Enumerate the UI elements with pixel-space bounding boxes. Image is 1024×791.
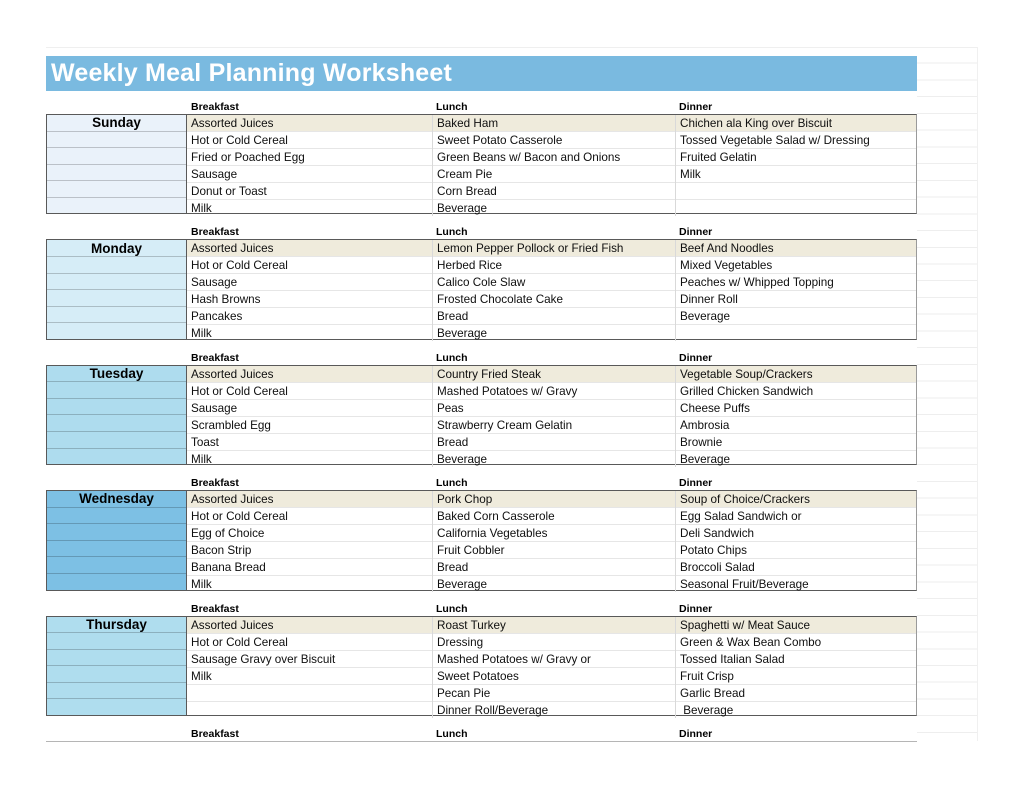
- meal-item-cell: Beverage: [676, 450, 916, 467]
- meal-item-cell: Peas: [433, 399, 675, 416]
- meal-item-cell: Assorted Juices: [187, 491, 432, 507]
- meal-item-cell: Country Fried Steak: [433, 366, 675, 382]
- meal-item-cell: Scrambled Egg: [187, 416, 432, 433]
- meal-item-cell: Spaghetti w/ Meat Sauce: [676, 617, 916, 633]
- day-name-column: [46, 616, 187, 716]
- meal-header-row: [46, 351, 917, 365]
- day-grid: [46, 365, 917, 465]
- meal-item-cell: Vegetable Soup/Crackers: [676, 366, 916, 382]
- meal-item-cell: Fruited Gelatin: [676, 148, 916, 165]
- spreadsheet-empty-column: [917, 47, 978, 741]
- meal-item-cell: Egg Salad Sandwich or: [676, 507, 916, 524]
- day-block: [46, 225, 917, 339]
- meal-item-cell: [187, 701, 432, 718]
- page-title: Weekly Meal Planning Worksheet: [51, 59, 453, 87]
- title-banner: [46, 56, 917, 91]
- meal-item-cell: Bacon Strip: [187, 541, 432, 558]
- meal-item-cell: Sweet Potato Casserole: [433, 131, 675, 148]
- meal-item-cell: Fried or Poached Egg: [187, 148, 432, 165]
- meal-item-cell: Green & Wax Bean Combo: [676, 633, 916, 650]
- breakfast-column: [187, 240, 432, 341]
- meal-item-cell: Deli Sandwich: [676, 524, 916, 541]
- meal-item-cell: Milk: [187, 450, 432, 467]
- meal-item-cell: Bread: [433, 558, 675, 575]
- dinner-header: Dinner: [679, 101, 713, 113]
- day-row: [47, 523, 186, 540]
- meal-item-cell: Hot or Cold Cereal: [187, 633, 432, 650]
- day-row: [47, 381, 186, 398]
- meal-item-cell: Milk: [676, 165, 916, 182]
- day-row: [47, 665, 186, 682]
- meal-item-cell: Pork Chop: [433, 491, 675, 507]
- day-row: [47, 289, 186, 306]
- breakfast-column: [187, 617, 432, 718]
- day-name-column: [46, 365, 187, 465]
- meal-item-cell: Donut or Toast: [187, 182, 432, 199]
- day-name-cell: Tuesday: [89, 366, 144, 382]
- meal-item-cell: Calico Cole Slaw: [433, 273, 675, 290]
- meal-item-cell: Seasonal Fruit/Beverage: [676, 575, 916, 592]
- meal-item-cell: Fruit Crisp: [676, 667, 916, 684]
- meal-item-cell: Milk: [187, 575, 432, 592]
- meal-item-cell: Mixed Vegetables: [676, 256, 916, 273]
- day-row: [47, 448, 186, 465]
- dinner-header: Dinner: [679, 477, 713, 490]
- meal-item-cell: [676, 182, 916, 199]
- next-day-partial-block: [46, 727, 917, 742]
- day-row: [47, 632, 186, 649]
- meal-item-cell: Bread: [433, 307, 675, 324]
- meal-item-cell: Corn Bread: [433, 182, 675, 199]
- spreadsheet-gridline: [46, 47, 977, 48]
- meal-item-cell: Toast: [187, 433, 432, 450]
- breakfast-header: Breakfast: [191, 101, 239, 113]
- lunch-column: [432, 115, 675, 216]
- meal-header-row: [46, 602, 917, 616]
- meals-grid: [187, 239, 917, 339]
- meal-item-cell: Garlic Bread: [676, 684, 916, 701]
- day-row: [47, 573, 186, 590]
- dinner-column: [675, 617, 916, 718]
- day-grid: [46, 114, 917, 214]
- meal-item-cell: Sausage: [187, 165, 432, 182]
- meal-item-cell: Strawberry Cream Gelatin: [433, 416, 675, 433]
- dinner-header: Dinner: [679, 602, 713, 615]
- meal-item-cell: Beverage: [433, 575, 675, 592]
- day-name-column: [46, 114, 187, 214]
- meals-grid: [187, 365, 917, 465]
- meal-item-cell: Hot or Cold Cereal: [187, 507, 432, 524]
- day-row: [47, 180, 186, 197]
- day-name-cell: Sunday: [92, 115, 141, 131]
- lunch-column: [432, 366, 675, 467]
- meal-item-cell: [676, 199, 916, 216]
- meal-item-cell: Sweet Potatoes: [433, 667, 675, 684]
- meal-item-cell: Ambrosia: [676, 416, 916, 433]
- breakfast-column: [187, 491, 432, 592]
- lunch-column: [432, 491, 675, 592]
- day-row: [47, 256, 186, 273]
- breakfast-column: [187, 366, 432, 467]
- meals-grid: [187, 114, 917, 214]
- meal-item-cell: Grilled Chicken Sandwich: [676, 382, 916, 399]
- meal-header-row: [46, 727, 917, 742]
- day-grid: [46, 490, 917, 590]
- day-name-column: [46, 239, 187, 339]
- meal-item-cell: Dinner Roll/Beverage: [433, 701, 675, 718]
- meal-item-cell: California Vegetables: [433, 524, 675, 541]
- meal-item-cell: Hash Browns: [187, 290, 432, 307]
- meal-item-cell: [676, 324, 916, 341]
- day-row: [47, 164, 186, 181]
- day-row: [47, 306, 186, 323]
- day-row: [47, 431, 186, 448]
- meal-item-cell: Pancakes: [187, 307, 432, 324]
- breakfast-header: Breakfast: [191, 351, 239, 364]
- day-block: [46, 351, 917, 465]
- meal-item-cell: [187, 684, 432, 701]
- meal-item-cell: Baked Ham: [433, 115, 675, 131]
- meal-item-cell: Beverage: [433, 450, 675, 467]
- day-name-column: [46, 490, 187, 590]
- meal-item-cell: Assorted Juices: [187, 617, 432, 633]
- meal-item-cell: Potato Chips: [676, 541, 916, 558]
- meal-item-cell: Bread: [433, 433, 675, 450]
- day-row: [47, 414, 186, 431]
- meal-item-cell: Milk: [187, 199, 432, 216]
- meal-item-cell: Assorted Juices: [187, 240, 432, 256]
- meal-item-cell: Sausage: [187, 399, 432, 416]
- lunch-header: Lunch: [436, 728, 468, 740]
- lunch-header: Lunch: [436, 101, 468, 113]
- meal-item-cell: Herbed Rice: [433, 256, 675, 273]
- meal-item-cell: Banana Bread: [187, 558, 432, 575]
- day-row: [47, 322, 186, 339]
- lunch-header: Lunch: [436, 226, 468, 239]
- meal-item-cell: Assorted Juices: [187, 115, 432, 131]
- meal-header-row: [46, 100, 917, 114]
- meal-item-cell: Tossed Vegetable Salad w/ Dressing: [676, 131, 916, 148]
- day-block: [46, 100, 917, 214]
- day-row: [47, 649, 186, 666]
- meal-header-row: [46, 225, 917, 239]
- day-row: [47, 131, 186, 148]
- lunch-header: Lunch: [436, 477, 468, 490]
- dinner-column: [675, 491, 916, 592]
- dinner-column: [675, 366, 916, 467]
- day-row: [47, 147, 186, 164]
- meal-item-cell: Milk: [187, 324, 432, 341]
- day-row: [47, 540, 186, 557]
- meal-item-cell: Beef And Noodles: [676, 240, 916, 256]
- meal-item-cell: Sausage Gravy over Biscuit: [187, 650, 432, 667]
- meal-item-cell: Brownie: [676, 433, 916, 450]
- meal-item-cell: Cheese Puffs: [676, 399, 916, 416]
- meal-item-cell: Soup of Choice/Crackers: [676, 491, 916, 507]
- meal-item-cell: Beverage: [676, 307, 916, 324]
- lunch-header: Lunch: [436, 351, 468, 364]
- meal-item-cell: Frosted Chocolate Cake: [433, 290, 675, 307]
- meal-item-cell: Mashed Potatoes w/ Gravy or: [433, 650, 675, 667]
- day-row: [47, 273, 186, 290]
- breakfast-header: Breakfast: [191, 226, 239, 239]
- dinner-header: Dinner: [679, 351, 713, 364]
- meal-item-cell: Milk: [187, 667, 432, 684]
- day-row: [47, 682, 186, 699]
- meal-item-cell: Mashed Potatoes w/ Gravy: [433, 382, 675, 399]
- meal-item-cell: Cream Pie: [433, 165, 675, 182]
- day-row: [47, 698, 186, 715]
- dinner-header: Dinner: [679, 226, 713, 239]
- lunch-column: [432, 240, 675, 341]
- day-block: [46, 602, 917, 716]
- meal-item-cell: Beverage: [433, 324, 675, 341]
- days-container: [46, 100, 917, 727]
- meal-item-cell: Dressing: [433, 633, 675, 650]
- day-block: [46, 476, 917, 590]
- day-name-cell: Wednesday: [79, 491, 154, 507]
- day-name-cell: Thursday: [86, 616, 147, 632]
- breakfast-header: Breakfast: [191, 602, 239, 615]
- dinner-column: [675, 115, 916, 216]
- meal-item-cell: Fruit Cobbler: [433, 541, 675, 558]
- lunch-header: Lunch: [436, 602, 468, 615]
- meal-header-row: [46, 476, 917, 490]
- meal-item-cell: Pecan Pie: [433, 684, 675, 701]
- day-name-cell: Monday: [90, 240, 142, 256]
- meal-item-cell: Assorted Juices: [187, 366, 432, 382]
- day-row: [47, 507, 186, 524]
- meal-item-cell: Hot or Cold Cereal: [187, 256, 432, 273]
- meal-item-cell: Beverage: [676, 701, 916, 718]
- meal-item-cell: Tossed Italian Salad: [676, 650, 916, 667]
- day-row: [47, 398, 186, 415]
- meal-item-cell: Lemon Pepper Pollock or Fried Fish: [433, 240, 675, 256]
- day-row: [47, 556, 186, 573]
- breakfast-column: [187, 115, 432, 216]
- day-grid: [46, 616, 917, 716]
- meal-item-cell: Broccoli Salad: [676, 558, 916, 575]
- meal-item-cell: Green Beans w/ Bacon and Onions: [433, 148, 675, 165]
- meal-item-cell: Roast Turkey: [433, 617, 675, 633]
- meal-item-cell: Baked Corn Casserole: [433, 507, 675, 524]
- day-row: [47, 197, 186, 214]
- meal-item-cell: Dinner Roll: [676, 290, 916, 307]
- meal-item-cell: Peaches w/ Whipped Topping: [676, 273, 916, 290]
- meal-item-cell: Hot or Cold Cereal: [187, 131, 432, 148]
- day-grid: [46, 239, 917, 339]
- meal-item-cell: Beverage: [433, 199, 675, 216]
- meal-item-cell: Egg of Choice: [187, 524, 432, 541]
- dinner-header: Dinner: [679, 728, 713, 740]
- meals-grid: [187, 490, 917, 590]
- breakfast-header: Breakfast: [191, 728, 239, 740]
- meal-item-cell: Chichen ala King over Biscuit: [676, 115, 916, 131]
- dinner-column: [675, 240, 916, 341]
- meal-item-cell: Hot or Cold Cereal: [187, 382, 432, 399]
- breakfast-header: Breakfast: [191, 477, 239, 490]
- meals-grid: [187, 616, 917, 716]
- lunch-column: [432, 617, 675, 718]
- meal-item-cell: Sausage: [187, 273, 432, 290]
